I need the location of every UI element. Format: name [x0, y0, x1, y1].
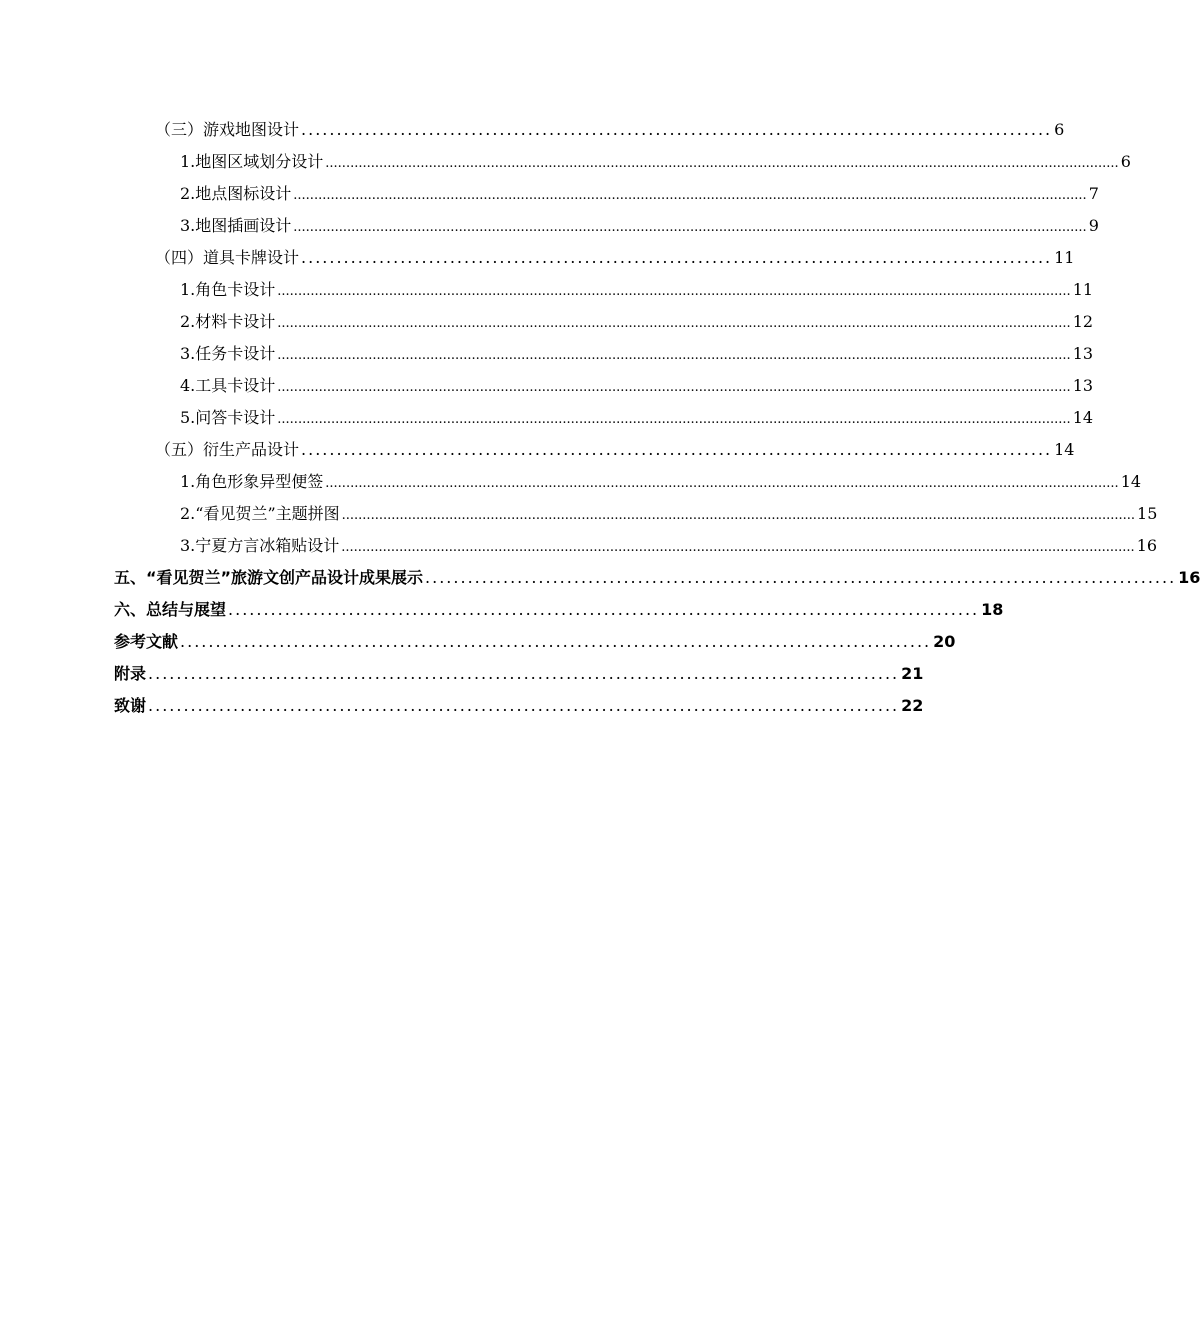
- toc-entry-label: 致谢: [114, 696, 147, 715]
- toc-entry-label: 3.任务卡设计: [180, 344, 276, 363]
- toc-entry-label: 3.宁夏方言冰箱贴设计: [180, 536, 340, 555]
- toc-entry[interactable]: [180, 466, 1142, 498]
- toc-dot-leader: ................................................................................................................................................................................................: [325, 476, 1119, 491]
- toc-entry[interactable]: [180, 530, 1158, 562]
- toc-entry-page: 12: [1072, 312, 1094, 331]
- toc-dot-leader: ..........................................................................................................: [148, 664, 900, 683]
- toc-entry-label: 附录: [114, 664, 147, 683]
- toc-entry-page: 14: [1120, 472, 1142, 491]
- toc-entry[interactable]: [114, 658, 924, 690]
- toc-entry-page: 18: [981, 600, 1004, 619]
- toc-entry[interactable]: [180, 178, 1099, 210]
- toc-entry-page: 14: [1054, 440, 1075, 459]
- toc-entry[interactable]: [114, 690, 924, 722]
- toc-entry-label: 3.地图插画设计: [180, 216, 292, 235]
- toc-entry-page: 9: [1088, 216, 1099, 235]
- toc-entry-label: 1.角色卡设计: [180, 280, 276, 299]
- toc-entry-page: 14: [1072, 408, 1094, 427]
- toc-entry-page: 20: [933, 632, 956, 651]
- toc-entry-label: 2.“看见贺兰”主题拼图: [180, 504, 340, 523]
- toc-entry-page: 7: [1088, 184, 1099, 203]
- toc-entry-label: 1.角色形象异型便签: [180, 472, 324, 491]
- toc-dot-leader: ..........................................................................................................: [148, 696, 900, 715]
- toc-dot-leader: ................................................................................................................................................................................................: [277, 284, 1071, 299]
- toc-dot-leader: ..........................................................................................................: [301, 248, 1053, 267]
- toc-entry-label: （四）道具卡牌设计: [155, 248, 300, 267]
- toc-entry-label: 六、总结与展望: [114, 600, 227, 619]
- toc-dot-leader: ................................................................................................................................................................................................: [341, 508, 1136, 523]
- toc-dot-leader: ................................................................................................................................................................................................: [293, 220, 1087, 235]
- toc-entry[interactable]: [155, 242, 1075, 274]
- toc-entry-label: （三）游戏地图设计: [155, 120, 300, 139]
- toc-entry-label: 2.材料卡设计: [180, 312, 276, 331]
- toc-entry-page: 16: [1178, 568, 1200, 587]
- toc-dot-leader: ..........................................................................................................: [180, 632, 932, 651]
- toc-entry-label: （五）衍生产品设计: [155, 440, 300, 459]
- toc-entry-page: 21: [901, 664, 924, 683]
- toc-dot-leader: ................................................................................................................................................................................................: [325, 156, 1119, 171]
- toc-entry-page: 11: [1072, 280, 1094, 299]
- toc-dot-leader: ................................................................................................................................................................................................: [341, 540, 1135, 555]
- toc-entry[interactable]: [155, 434, 1075, 466]
- toc-dot-leader: ................................................................................................................................................................................................: [277, 380, 1071, 395]
- toc-entry-label: 1.地图区域划分设计: [180, 152, 324, 171]
- toc-entry-page: 13: [1072, 376, 1094, 395]
- toc-entry-page: 15: [1137, 504, 1158, 523]
- toc-entry[interactable]: [114, 594, 1004, 626]
- toc-entry-page: 13: [1072, 344, 1094, 363]
- toc-dot-leader: ................................................................................................................................................................................................: [277, 316, 1071, 331]
- toc-entry-label: 五、“看见贺兰”旅游文创产品设计成果展示: [114, 568, 424, 587]
- toc-dot-leader: ................................................................................................................................................................................................: [293, 188, 1087, 203]
- toc-entry[interactable]: [180, 370, 1094, 402]
- toc-entry-page: 6: [1054, 120, 1065, 139]
- toc-entry-page: 16: [1136, 536, 1158, 555]
- toc-dot-leader: ..........................................................................................................: [228, 600, 980, 619]
- toc-entry-page: 6: [1120, 152, 1131, 171]
- toc-entry[interactable]: [180, 498, 1158, 530]
- toc-dot-leader: ..........................................................................................................: [301, 120, 1053, 139]
- toc-entry[interactable]: [180, 146, 1131, 178]
- toc-entry-label: 5.问答卡设计: [180, 408, 276, 427]
- toc-dot-leader: ................................................................................................................................................................................................: [277, 412, 1071, 427]
- toc-entry-label: 4.工具卡设计: [180, 376, 276, 395]
- toc-entry[interactable]: [114, 562, 1200, 594]
- toc-entry[interactable]: [180, 338, 1094, 370]
- toc-entry-page: 11: [1054, 248, 1075, 267]
- toc-dot-leader: ................................................................................................................................................................................................: [277, 348, 1071, 363]
- toc-dot-leader: ..........................................................................................................: [425, 568, 1177, 587]
- toc-entry[interactable]: [180, 274, 1094, 306]
- toc-entry[interactable]: [180, 306, 1094, 338]
- toc-entry-page: 22: [901, 696, 924, 715]
- toc-entry[interactable]: [155, 114, 1065, 146]
- toc-dot-leader: ..........................................................................................................: [301, 440, 1053, 459]
- toc-entry-label: 2.地点图标设计: [180, 184, 292, 203]
- toc-entry[interactable]: [114, 626, 956, 658]
- toc-entry-label: 参考文献: [114, 632, 179, 651]
- toc-entry[interactable]: [180, 402, 1094, 434]
- toc-entry[interactable]: [180, 210, 1099, 242]
